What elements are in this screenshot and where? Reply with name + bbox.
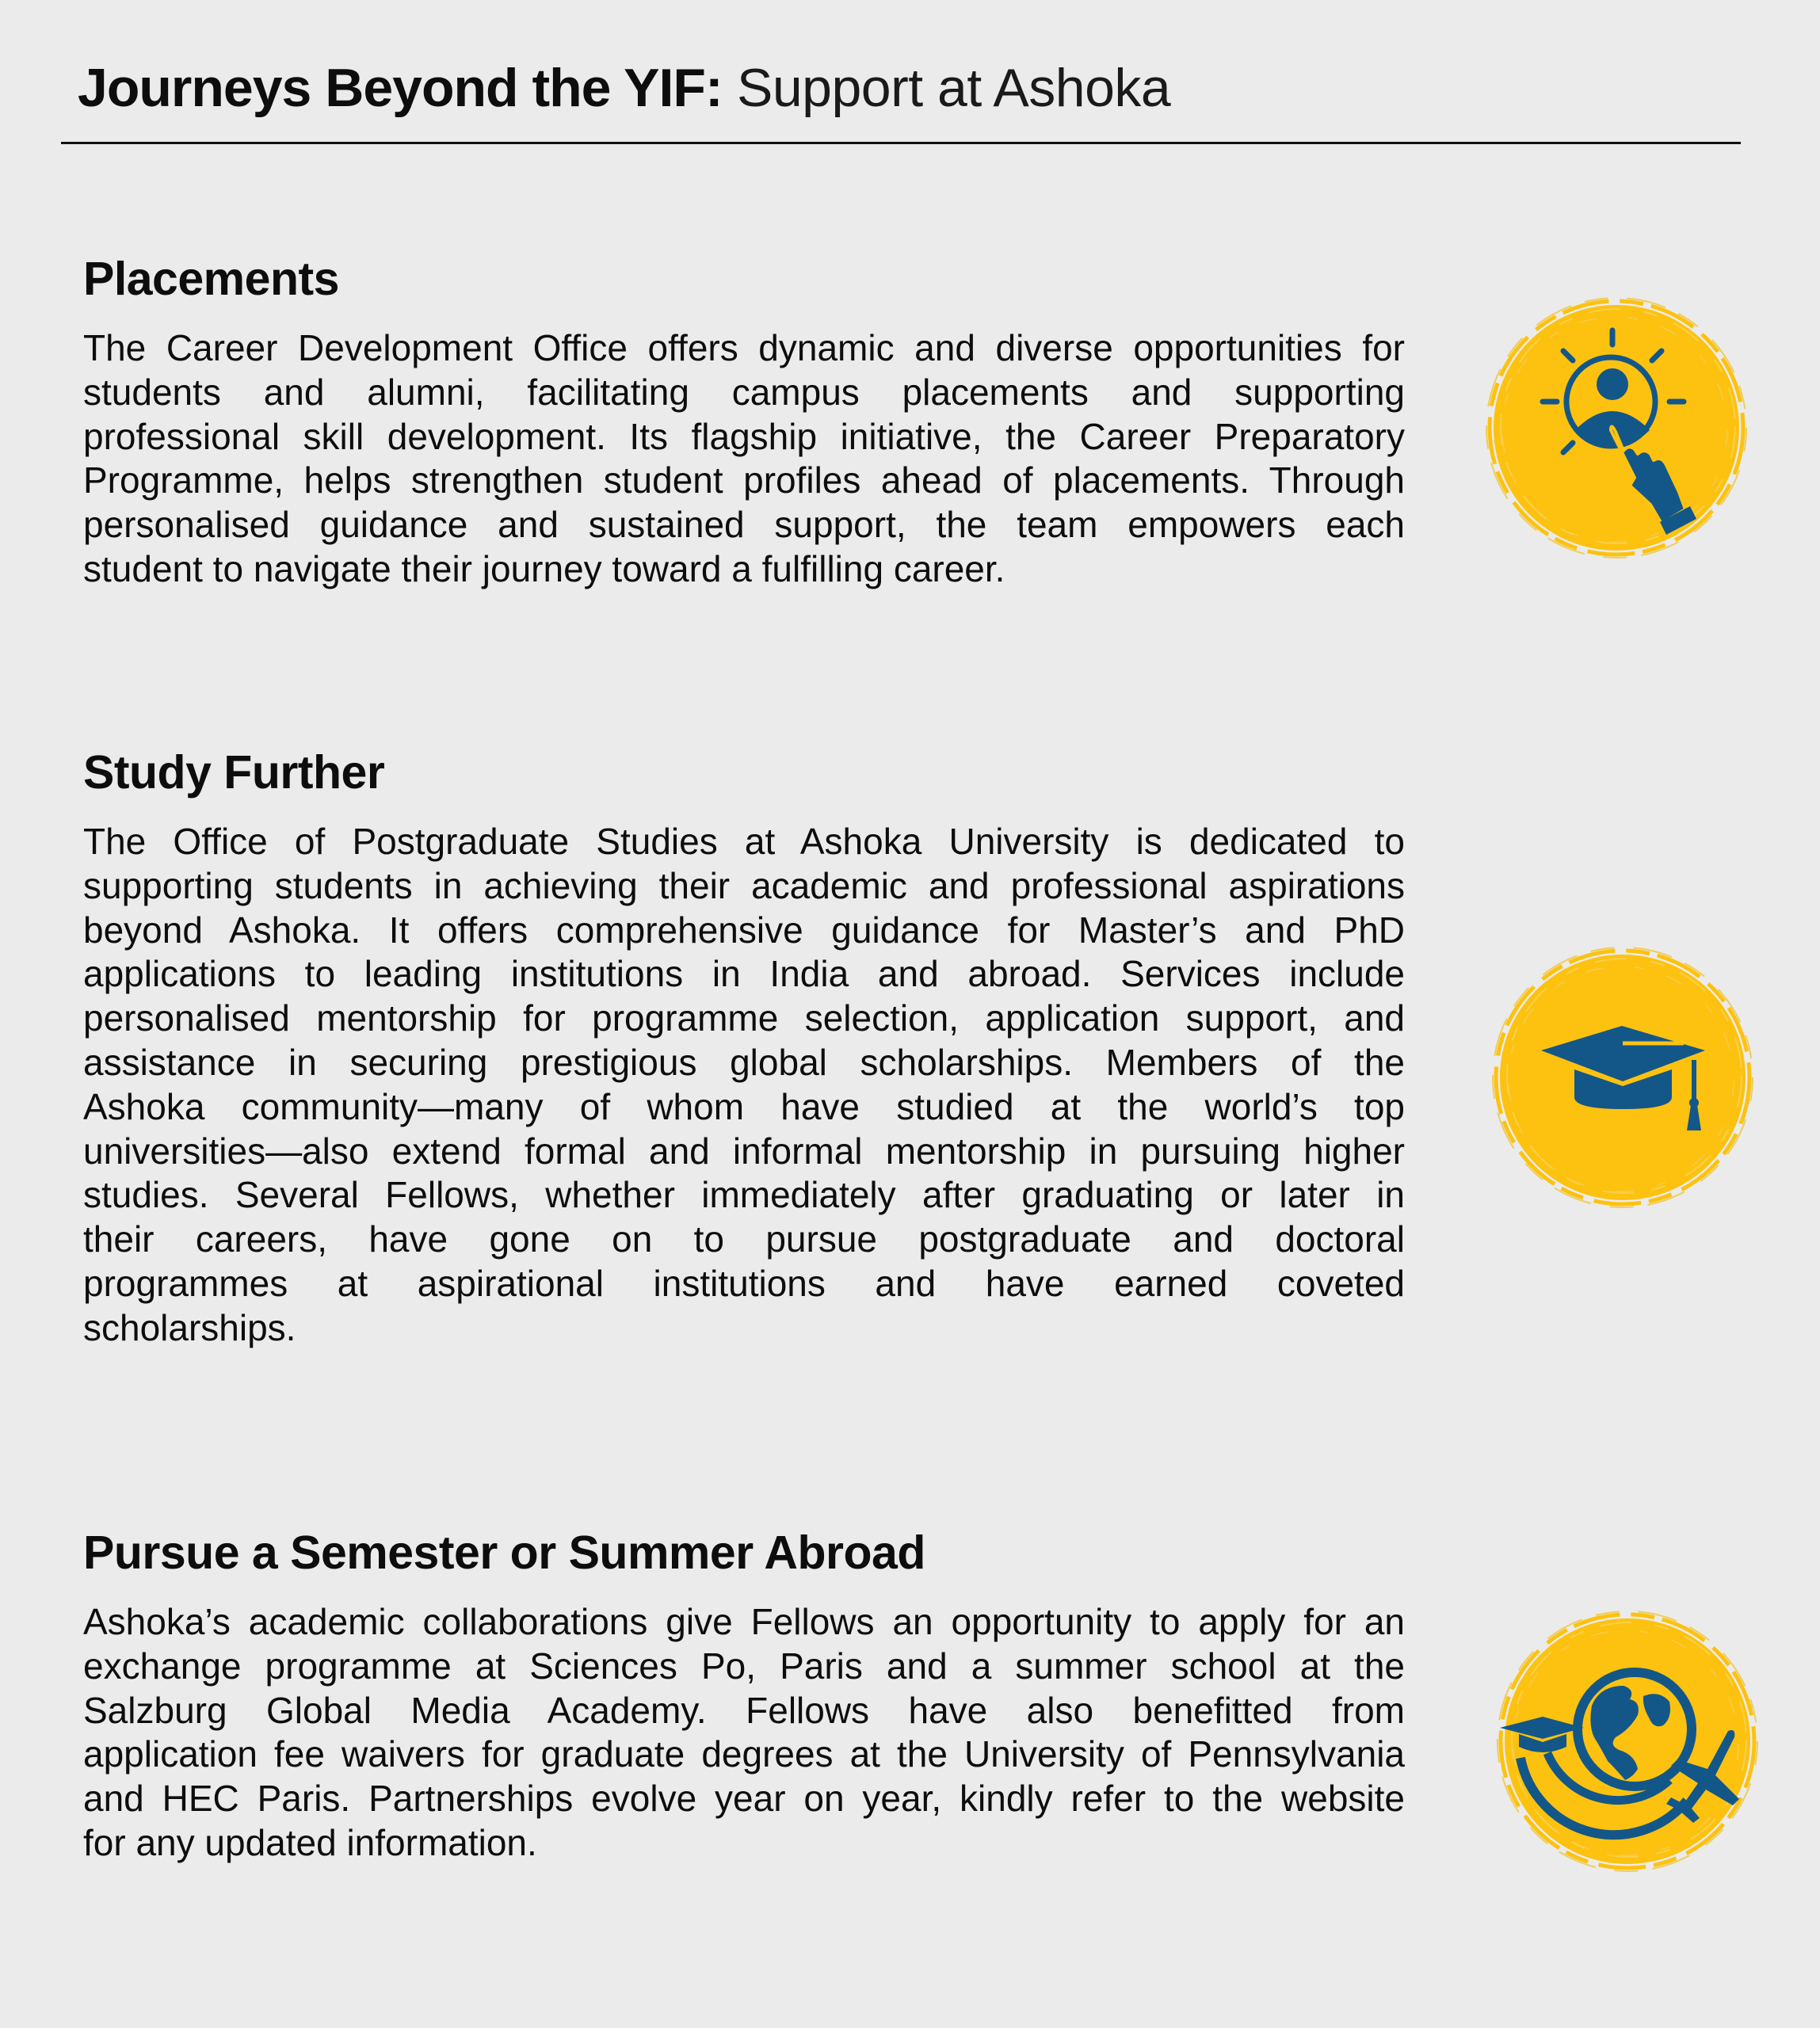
section-abroad (83, 1525, 1405, 1866)
body-line: their careers, have gone on to pursue postgraduate and doctoral (83, 1218, 1405, 1260)
section-body (83, 820, 1405, 1351)
body-line: Programme, helps strengthen student profiles ahead of placements. Through (83, 459, 1405, 501)
globe-travel-icon (1497, 1611, 1758, 1872)
body-line: Salzburg Global Media Academy. Fellows have also benefitted from (83, 1689, 1405, 1731)
section-heading: Pursue a Semester or Summer Abroad (83, 1527, 925, 1579)
section-body (83, 326, 1405, 592)
person-click-icon (1486, 297, 1747, 558)
body-line: Ashoka community—many of whom have studied at the world’s top (83, 1085, 1405, 1127)
page-title-light: Support at Ashoka (737, 58, 1171, 118)
section-placements (83, 251, 1405, 592)
section-heading: Study Further (83, 746, 385, 799)
body-line: personalised mentorship for programme selection, application support, and (83, 997, 1405, 1039)
body-line: scholarships. (83, 1306, 296, 1348)
page-title (78, 52, 1170, 124)
body-line: application fee waivers for graduate degrees at the University of Pennsylvania (83, 1733, 1405, 1775)
body-line: for any updated information. (83, 1821, 537, 1863)
body-line: The Career Development Office offers dynamic and diverse opportunities for (83, 327, 1405, 368)
body-line: The Office of Postgraduate Studies at Ashoka University is dedicated to (83, 821, 1405, 862)
page-title-bold: Journeys Beyond the YIF: (78, 58, 723, 118)
body-line: students and alumni, facilitating campus placements and supporting (83, 371, 1405, 413)
section-heading: Placements (83, 253, 339, 305)
body-line: student to navigate their journey toward a fulfilling career. (83, 547, 1005, 589)
body-line: studies. Several Fellows, whether immediately after graduating or later in (83, 1174, 1405, 1216)
body-line: assistance in securing prestigious global scholarships. Members of the (83, 1041, 1405, 1083)
body-line: exchange programme at Sciences Po, Paris and a summer school at the (83, 1645, 1405, 1687)
graduation-cap-icon (1492, 947, 1753, 1208)
body-line: personalised guidance and sustained support, the team empowers each (83, 504, 1405, 546)
body-line: beyond Ashoka. It offers comprehensive guidance for Master’s and PhD (83, 909, 1405, 951)
body-line: and HEC Paris. Partnerships evolve year on year, kindly refer to the website (83, 1778, 1405, 1820)
body-line: applications to leading institutions in India and abroad. Services include (83, 953, 1405, 995)
section-study-further (83, 745, 1405, 1351)
title-divider (61, 142, 1741, 144)
body-line: programmes at aspirational institutions and have earned coveted (83, 1262, 1405, 1304)
section-body (83, 1600, 1405, 1866)
body-line: Ashoka’s academic collaborations give Fellows an opportunity to apply for an (83, 1601, 1405, 1642)
body-line: universities—also extend formal and informal mentorship in pursuing higher (83, 1130, 1405, 1172)
body-line: professional skill development. Its flagship initiative, the Career Preparatory (83, 415, 1405, 457)
body-line: supporting students in achieving their academic and professional aspirations (83, 864, 1405, 906)
